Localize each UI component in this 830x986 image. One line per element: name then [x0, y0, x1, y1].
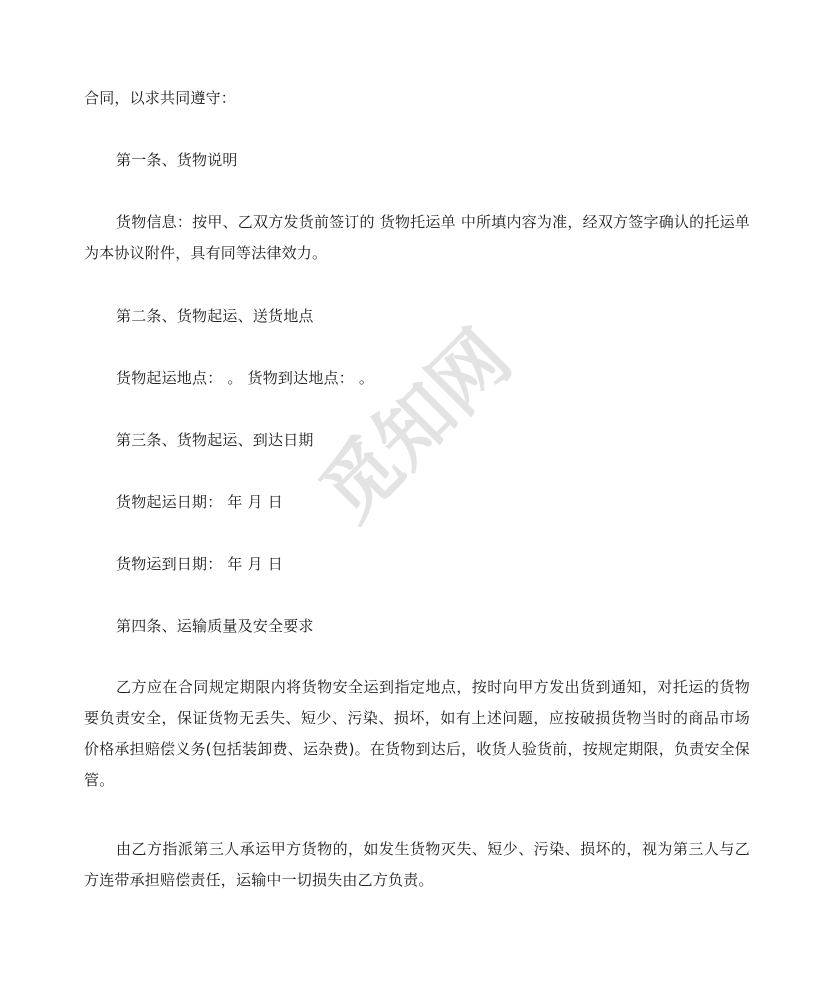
article-2-body: 货物起运地点： 。 货物到达地点： 。	[116, 369, 375, 387]
article-1-body: 货物信息：按甲、乙双方发货前签订的 货物托运单 中所填内容为准，经双方签字确认的托运单为本协议附件，具有同等法律效力。	[84, 213, 750, 262]
watermark	[290, 300, 550, 560]
intro-line: 合同，以求共同遵守：	[84, 89, 237, 107]
article-4-paragraph-1: 乙方应在合同规定期限内将货物安全运到指定地点，按时向甲方发出货到通知，对托运的货物要负责安全，保证货物无丢失、短少、污染、损坏，如有上述问题，应按破损货物当时的商品市场价格承担赔偿义务(包括装卸费、运杂费)。在货物到达后，收货人验货前，按规定期限，负责安全保管。	[84, 678, 750, 789]
watermark-text: 觅知网	[303, 313, 528, 538]
article-2-title: 第二条、货物起运、送货地点	[116, 307, 314, 325]
watermark-graphic	[290, 300, 550, 560]
article-4-title: 第四条、运输质量及安全要求	[116, 617, 314, 635]
article-1-title: 第一条、货物说明	[116, 151, 238, 169]
article-3-end-date: 货物运到日期： 年 月 日	[116, 555, 283, 573]
article-3-start-date: 货物起运日期： 年 月 日	[116, 493, 283, 511]
article-4-paragraph-2: 由乙方指派第三人承运甲方货物的，如发生货物灭失、短少、污染、损坏的，视为第三人与乙方连带承担赔偿责任，运输中一切损失由乙方负责。	[84, 840, 750, 889]
article-3-title: 第三条、货物起运、到达日期	[116, 431, 314, 449]
